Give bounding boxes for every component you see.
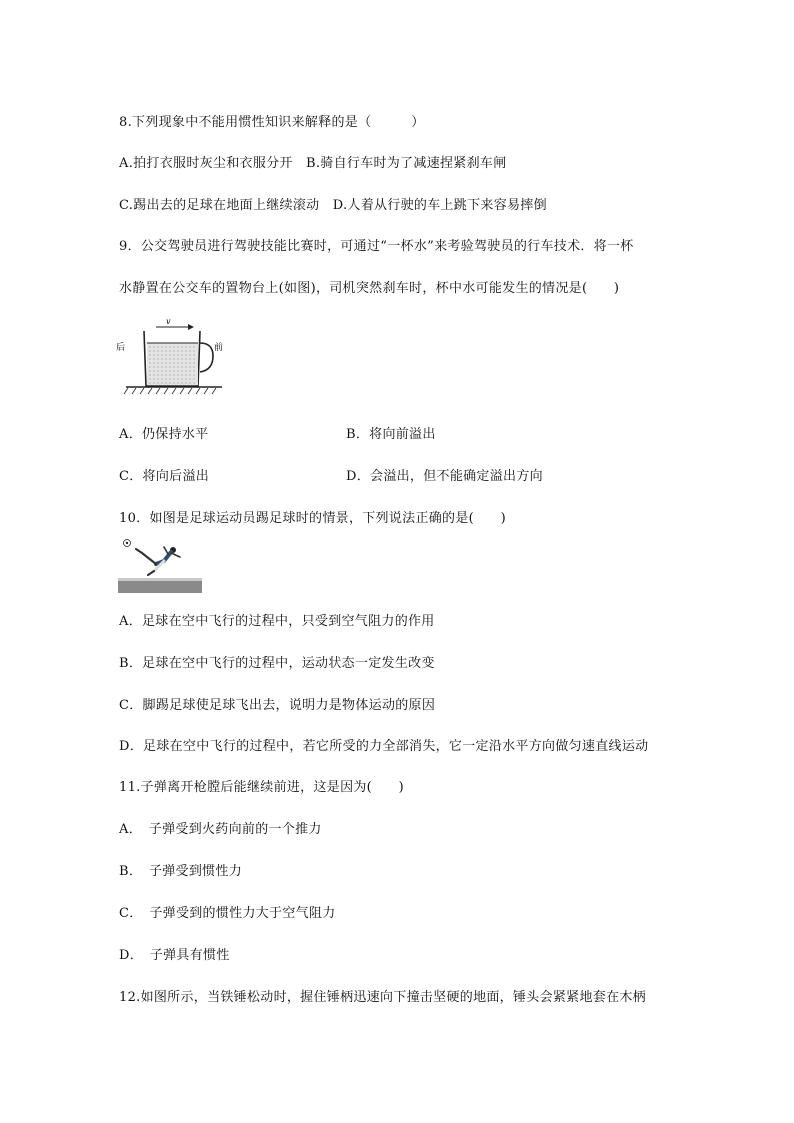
question-9-stem-line1: 9．公交驾驶员进行驾驶技能比赛时，可通过“一杯水”来考验驾驶员的行车技术．将一杯 bbox=[119, 239, 634, 254]
cup-icon bbox=[144, 331, 213, 386]
question-11-option-c: C． 子弹受到的惯性力大于空气阻力 bbox=[119, 906, 336, 921]
question-8-options-cd: C.踢出去的足球在地面上继续滚动 D.人着从行驶的车上跳下来容易摔倒 bbox=[119, 198, 547, 213]
question-11-option-d: D． 子弹具有惯性 bbox=[119, 948, 230, 963]
question-9-option-d: D．会溢出，但不能确定溢出方向 bbox=[346, 469, 543, 484]
question-8-options-ab: A.拍打衣服时灰尘和衣服分开 B.骑自行车时为了减速捏紧刹车闸 bbox=[119, 156, 507, 171]
back-label: 后 bbox=[116, 343, 126, 353]
question-9-option-b: B．将向前溢出 bbox=[346, 427, 436, 442]
question-9-option-c: C．将向后溢出 bbox=[119, 469, 210, 484]
question-10-option-b: B．足球在空中飞行的过程中，运动状态一定发生改变 bbox=[119, 656, 435, 671]
question-10-stem: 10．如图是足球运动员踢足球时的情景，下列说法正确的是( ) bbox=[119, 511, 506, 526]
question-11-stem: 11.子弹离开枪膛后能继续前进，这是因为( ) bbox=[119, 780, 405, 795]
question-12-stem: 12.如图所示，当铁锤松动时，握住锤柄迅速向下撞击坚硬的地面，锤头会紧紧地套在木柄 bbox=[119, 990, 646, 1005]
cup-on-bus-figure bbox=[116, 316, 226, 398]
question-11-option-a: A． 子弹受到火药向前的一个推力 bbox=[119, 822, 322, 837]
soccer-player-icon bbox=[136, 547, 180, 575]
question-10-option-c: C．脚踢足球使足球飞出去，说明力是物体运动的原因 bbox=[119, 698, 436, 713]
front-label: 前 bbox=[214, 343, 224, 353]
question-8-stem: 8.下列现象中不能用惯性知识来解释的是（ ） bbox=[119, 115, 425, 130]
question-9-option-a: A．仍保持水平 bbox=[119, 427, 209, 442]
question-11-option-b: B． 子弹受到惯性力 bbox=[119, 864, 243, 879]
velocity-arrow bbox=[156, 324, 194, 330]
shelf-icon bbox=[124, 387, 222, 394]
soccer-kick-figure bbox=[118, 537, 202, 593]
velocity-label: v bbox=[166, 317, 171, 326]
question-10-option-d: D．足球在空中飞行的过程中，若它所受的力全部消失，它一定沿水平方向做匀速直线运动 bbox=[119, 739, 649, 754]
soccer-ball-icon bbox=[124, 540, 131, 547]
question-9-stem-line2: 水静置在公交车的置物台上(如图)，司机突然刹车时，杯中水可能发生的情况是( ) bbox=[119, 281, 620, 296]
question-10-option-a: A．足球在空中飞行的过程中，只受到空气阻力的作用 bbox=[119, 614, 435, 629]
